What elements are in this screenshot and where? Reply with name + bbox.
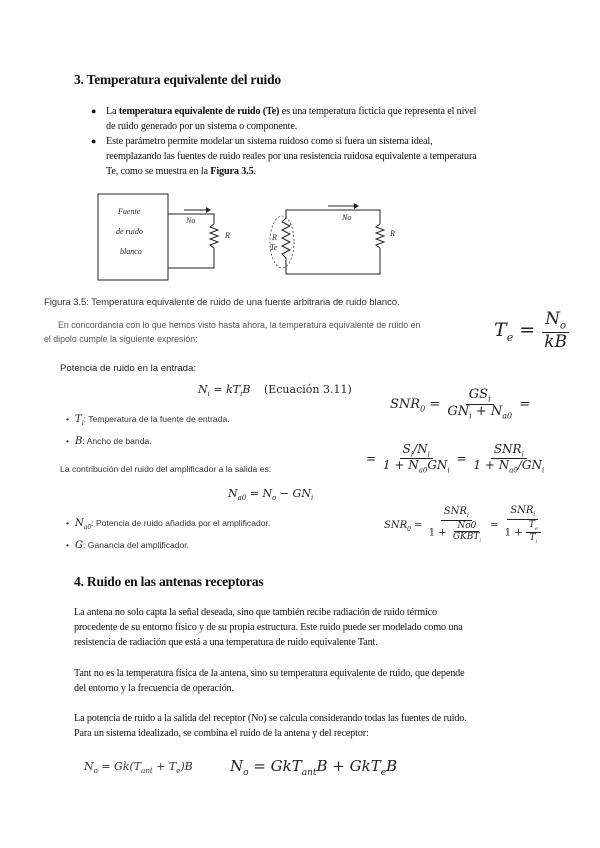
r-label-inner: R	[272, 233, 277, 242]
left-wire-bottom	[168, 248, 214, 268]
right-wire-bottom	[286, 248, 380, 274]
bullet-te-definition: ● La temperatura equivalente de ruido (Te) es una temperatura ficticia que representa el nivel de ruido generado por un sistema o componente.	[91, 106, 477, 132]
right-arrow-head	[354, 203, 359, 209]
box-label-3: blanco	[120, 247, 142, 256]
snr-equation-1: $SNR_0$ = $\frac{GS_i}{GN_i + N_{a0}}$ =	[390, 387, 531, 421]
te-intro-text: En concordancia con lo que hemos visto hasta ahora, la temperatura equivalente de ruido en el dipolo cumple la siguiente expresión:	[44, 320, 421, 344]
left-arrow-head	[206, 207, 211, 213]
te-label-inner: Te	[270, 243, 278, 252]
right-resistor	[376, 224, 384, 248]
antenna-paragraph-1: La antena no solo capta la señal deseada, sino que también recibe radiación de ruido térmico procedente de su entorno físico y de su propia estructura. Este ruido puede ser modelado como una resistencia de radiación que está a una temperatura de ruido equivalente Tant.	[74, 607, 463, 648]
noise-input-title: Potencia de ruido en la entrada:	[60, 363, 197, 374]
box-label-1: Fuente	[118, 207, 141, 216]
no-equation-large: $N_o = GkT_{ant}B + GkT_eB$	[230, 757, 398, 778]
snr-equation-2: = $\frac{S_i/N_i}{1 + N_{a0}GN_i}$ = $\frac{SNR_i}{1 + N_{a0}/GN_i}$	[366, 442, 545, 475]
amplifier-contribution-text: La contribución del ruido del amplificador a la salida es:	[60, 464, 272, 474]
r-label-left: R	[225, 231, 230, 240]
no-label-left: No	[186, 216, 196, 225]
bullet-model-description: ● Este parámetro permite modelar un sistema ruidoso como si fuera un sistema ideal, reemplazando las fuentes de ruido reales por una resistencia ruidosa equivalente a temperatura Te, como se muestra en la Figura 3.5.	[91, 136, 477, 177]
section-4-heading: 4. Ruido en las antenas receptoras	[74, 574, 264, 589]
te-equation: $T_e$ = $\frac{N_o}{kB}$	[494, 310, 570, 352]
bullet-icon: ●	[91, 136, 97, 146]
figure-caption: Figura 3.5: Temperatura equivalente de ruido de una fuente arbitraria de ruido blanco.	[44, 297, 400, 308]
nao-equation: $N_{a0} = N_o - GN_i$	[228, 487, 314, 503]
left-resistor	[210, 224, 218, 248]
no-label-right: No	[342, 213, 352, 222]
na0-bullet: • $N_{a0}$: Potencia de ruido añadida por el amplificador.	[66, 518, 271, 531]
bullet-icon: •	[66, 518, 70, 528]
inner-resistor	[282, 218, 290, 266]
bullet-icon: •	[66, 540, 70, 550]
antenna-paragraph-2: Tant no es la temperatura física de la antena, sino su temperatura equivalente de ruido, que depende del entorno y la frecuencia de operación.	[74, 668, 465, 694]
no-equation-small: $N_o = Gk(T_{ant} + T_e)B$	[84, 760, 193, 776]
ni-equation: $N_i = kT_iB$ (Ecuación 3.11)	[198, 383, 352, 399]
bullet-icon: ●	[91, 106, 97, 116]
bullet-icon: •	[66, 436, 70, 446]
section-3-heading: 3. Temperatura equivalente del ruido	[74, 72, 281, 87]
antenna-paragraph-3: La potencia de ruido a la salida del receptor (No) se calcula considerando todas las fuentes de ruido. Para un sistema idealizado, se combina el ruido de la antena y del receptor:	[74, 713, 467, 739]
g-bullet: • G: Ganancia del amplificador.	[66, 540, 190, 551]
figure-3-5-diagram	[96, 190, 406, 290]
r-label-right: R	[390, 229, 395, 238]
right-wire	[286, 210, 380, 224]
b-bullet: • B: Ancho de banda.	[66, 436, 152, 447]
ti-bullet: • $T_i$: Temperatura de la fuente de entrada.	[66, 414, 230, 427]
bullet-icon: •	[66, 414, 70, 424]
box-label-2: de ruido	[116, 227, 143, 236]
snr-equation-3: $SNR_0$ = $SNR_i$ 1 + $\frac{No0}{GKBT_i}$ = $SNR_i$ 1 + $\frac{T_e}{T_i}$	[384, 505, 544, 546]
